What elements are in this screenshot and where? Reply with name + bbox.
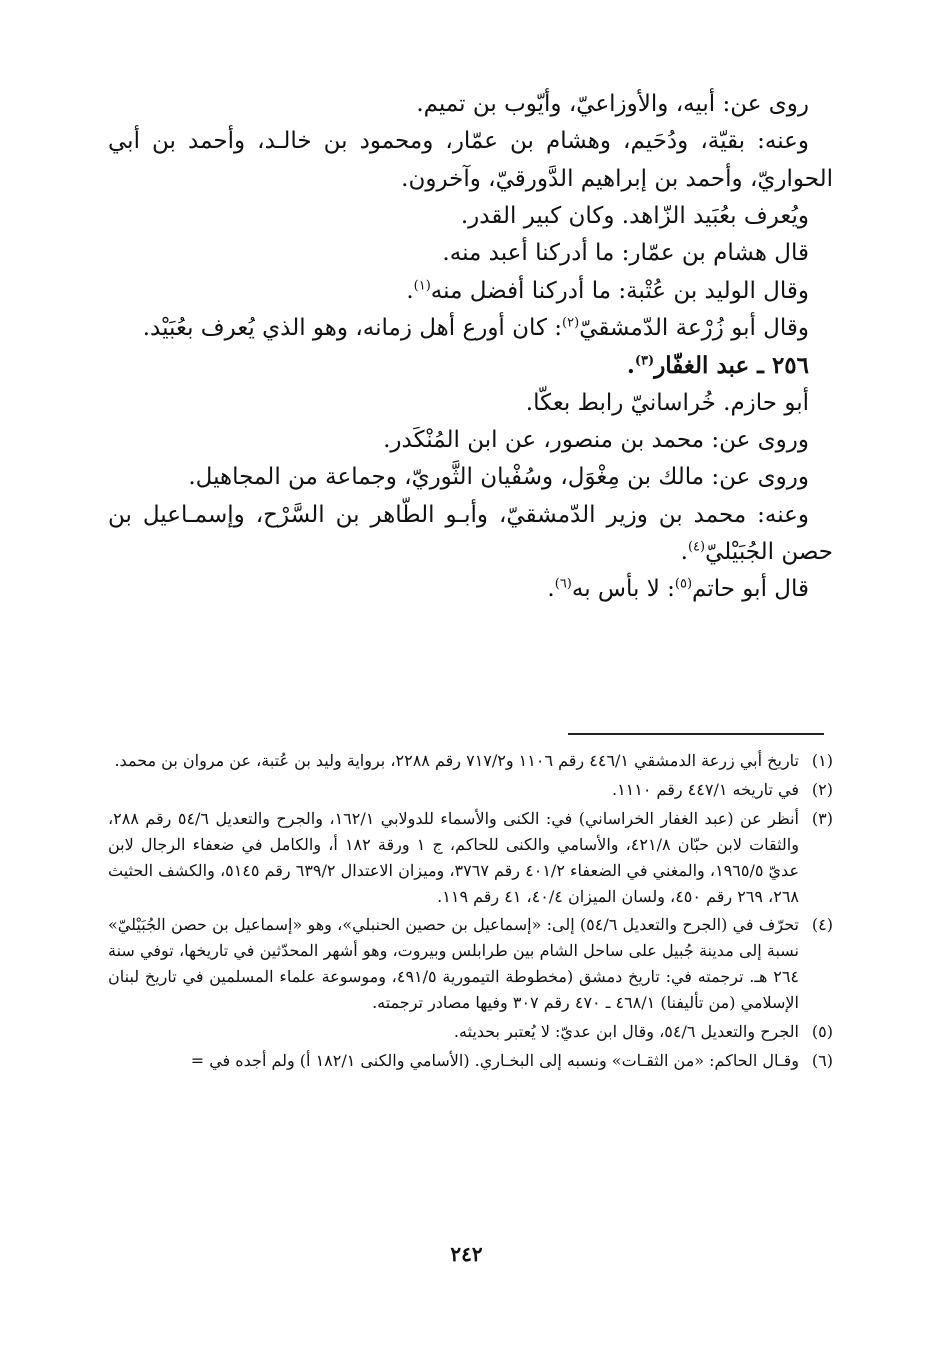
period: . (626, 352, 635, 380)
footnote-number: (٢) (811, 779, 833, 799)
entry-heading (108, 349, 833, 382)
footnote-number: (١) (811, 751, 833, 770)
footnotes (108, 748, 833, 1077)
footnote-number: (٤) (811, 915, 833, 935)
period: . (406, 277, 414, 304)
text-line: وروى عن: مالك بن مِغْوَل، وسُفْيان الثَّوريّ، وجماعة من المجاهيل. (188, 464, 809, 491)
text-line: وعنه: بقيّة، ودُحَيم، وهشام بن عمّار، ومحمود بن خالـد، وأحمد بن أبي (108, 128, 809, 155)
text-line: الحواريّ، وأحمد بن إبراهيم الدَّورقيّ، وآخرون. (401, 165, 833, 192)
footnote-number: (٣) (811, 808, 833, 828)
main-text (108, 88, 833, 611)
text-segment: حصن الجُبَيْليّ (705, 539, 833, 566)
footnote (108, 912, 833, 1016)
footnote-marker[interactable]: (١) (413, 278, 431, 294)
text-segment: : لا بأس به (571, 576, 675, 603)
footnote-marker[interactable]: (٢) (562, 315, 580, 331)
footnote-text: وقـال الحاكم: «من الثقـات» ونسبه إلى البخـاري. (الأسامي والكنى ١٨٢/١ أ) ولم أجده في = (190, 1050, 799, 1070)
text-segment: قال أبو حاتم (692, 576, 809, 603)
footnote-marker[interactable]: (٣) (634, 353, 655, 369)
text-line: وعنه: محمد بن وزير الدّمشقيّ، وأبـو الطّاهر بن السَّرْح، وإسمـاعيل بن (108, 501, 809, 528)
text-segment: : كان أورع أهل زمانه، وهو الذي يُعرف بعُبَيْد. (142, 315, 563, 342)
footnote-text: الجرح والتعديل ٥٤/٦، وقال ابن عديّ: لا يُعتبر بحديثه. (453, 1022, 799, 1042)
footnote (108, 1019, 833, 1045)
footnote-text: في تاريخه ٤٤٧/١ رقم ١١١٠. (611, 779, 799, 799)
text-line: قال هشام بن عمّار: ما أدركنا أعبد منه. (442, 240, 809, 267)
text-line: ويُعرف بعُبَيد الزّاهد. وكان كبير القدر. (460, 203, 809, 230)
period: . (547, 576, 555, 603)
text-line (108, 536, 833, 569)
text-line (108, 275, 833, 308)
text-line: روى عن: أبيه، والأوزاعيّ، وأيّوب بن تميم. (416, 91, 809, 117)
text-segment: وقال الوليد بن عُتْبة: ما أدركنا أفضل منه (430, 277, 809, 304)
footnote (108, 748, 833, 774)
footnote-marker[interactable]: (٦) (554, 576, 572, 592)
text-line (108, 573, 833, 606)
footnote-text: أنظر عن (عبد الغفار الخراساني) في: الكنى والأسماء للدولابي ١٦٢/١، والجرح والتعديل ٥٤/٦ رقم ٢٨٨، والثقات لابن حبّان ٤٢١/٨، والأسامي والكنى للحاكم، ج ١ ورقة ١٨٢ أ، والكامل في ضعفاء الرجال لابن عديّ ١٩٦٥/٥، والمغني في الضعفاء ٤٠١/٢ رقم ٣٧٦٧، وميزان الاعتدال ٦٣٩/٢ رقم ٥١٤٥، والكشف الحثيث ٢٦٨، ٢٦٩ رقم ٤٥٠، ولسان الميزان ٤٠/٤، ٤١ رقم ١١٩. (108, 808, 800, 906)
footnote (108, 777, 833, 803)
text-line: وروى عن: محمد بن منصور، عن ابن المُنْكَدر. (383, 427, 809, 454)
text-segment: وقال أبو زُرْعة الدّمشقيّ (579, 315, 809, 342)
footnote (108, 1048, 833, 1074)
text-line (108, 312, 833, 345)
footnote-text: تاريخ أبي زرعة الدمشقي ٤٤٦/١ رقم ١١٠٦ و٧١٧/٢ رقم ٢٢٨٨، برواية وليد بن عُتبة، عن مروان بن محمد. (114, 751, 799, 770)
text-line: أبو حازم. خُراسانيّ رابط بعكّا. (525, 389, 809, 416)
footnote-marker[interactable]: (٥) (674, 576, 693, 592)
footnote-marker[interactable]: (٤) (687, 539, 706, 555)
footnote-number: (٥) (811, 1022, 833, 1042)
footnote (108, 806, 833, 910)
page-number: ٢٤٢ (450, 1242, 483, 1266)
period: . (680, 539, 688, 566)
footnote-divider (568, 733, 824, 735)
footnote-text: تحرّف في (الجرح والتعديل ٥٤/٦) إلى: «إسماعيل بن حصين الحنبلي»، وهو «إسماعيل بن حصن الجُبَيْليّ» نسبة إلى مدينة جُبيل على ساحل الشام بين طرابلس وبيروت، وهو أشهر المحدّثين في تاريخها، توفي سنة ٢٦٤ هـ. ترجمته في: تاريخ دمشق (مخطوطة التيمورية ٤٩١/٥، وموسوعة علماء المسلمين في تاريخ لبنان الإسلامي (من تأليفنا) ٤٦٨/١ ـ ٤٧٠ رقم ٣٠٧ وفيها مصادر ترجمته. (108, 915, 800, 1013)
footnote-number: (٦) (811, 1050, 833, 1070)
entry-title: ٢٥٦ ـ عبد الغفّار (654, 352, 809, 380)
